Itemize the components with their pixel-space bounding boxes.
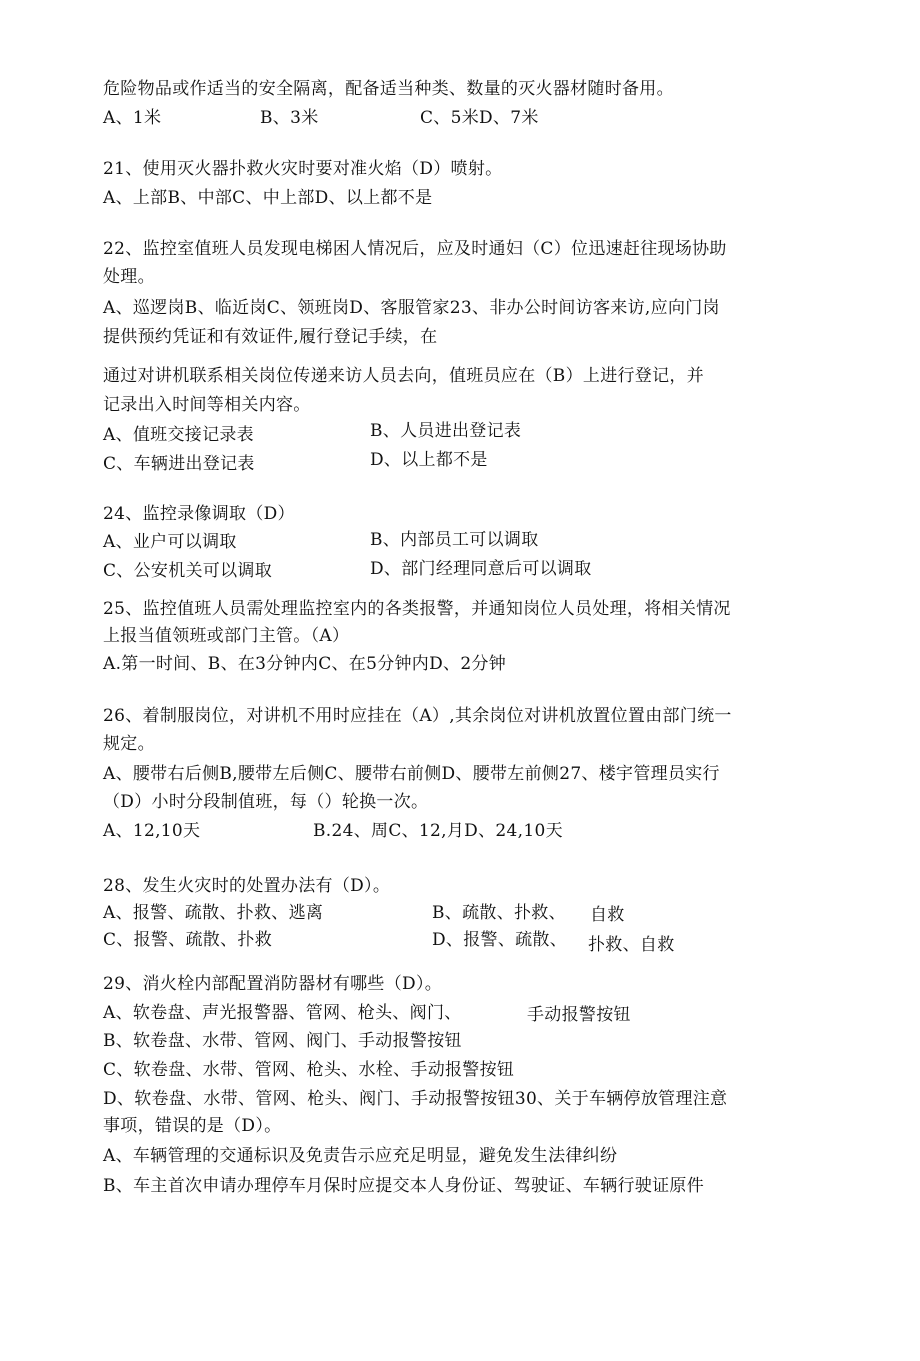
- option-bcd: B.24、周C、12,月D、24,10天: [313, 821, 563, 841]
- question-23-intro: 提供预约凭证和有效证件,履行登记手续，在: [103, 327, 438, 347]
- question-28: 28、发生火灾时的处置办法有（D）。: [103, 876, 391, 896]
- option-b: B、车主首次申请办理停车月保时应提交本人身份证、驾驶证、车辆行驶证原件: [103, 1176, 704, 1196]
- question-25-cont: 上报当值领班或部门主管。（A）: [103, 626, 350, 646]
- question-21-options: A、上部B、中部C、中上部D、以上都不是: [103, 188, 433, 208]
- question-23: 通过对讲机联系相关岗位传递来访人员去向，值班员应在（B）上进行登记，并: [103, 366, 704, 386]
- option-cd: C、5米D、7米: [420, 108, 539, 128]
- option-a: A、1米: [103, 108, 162, 128]
- option-c: C、车辆进出登记表: [103, 454, 255, 474]
- question-30: 事项，错误的是（D）。: [103, 1116, 282, 1136]
- question-29: 29、消火栓内部配置消防器材有哪些（D）。: [103, 974, 443, 994]
- option-b: B、人员进出登记表: [370, 421, 522, 441]
- option-b: B、疏散、扑救、: [432, 903, 566, 923]
- question-25-options: A.第一时间、B、在3分钟内C、在5分钟内D、2分钟: [103, 654, 507, 674]
- question-26: 26、着制服岗位，对讲机不用时应挂在（A）,其余岗位对讲机放置位置由部门统一: [103, 706, 732, 726]
- question-24: 24、监控录像调取（D）: [103, 504, 295, 524]
- question-27: （D）小时分段制值班，每（）轮换一次。: [103, 792, 429, 812]
- question-22-options: A、巡逻岗B、临近岗C、领班岗D、客服管家23、非办公时间访客来访,应向门岗: [103, 298, 720, 318]
- option-a-cont: 手动报警按钮: [527, 1005, 631, 1025]
- option-b: B、3米: [260, 108, 319, 128]
- option-a: A、软卷盘、声光报警器、管网、枪头、阀门、: [103, 1003, 462, 1023]
- option-a: A、车辆管理的交通标识及免责告示应充足明显，避免发生法律纠纷: [103, 1146, 618, 1166]
- option-d: D、报警、疏散、: [432, 930, 568, 950]
- option-a: A、报警、疏散、扑救、逃离: [103, 903, 324, 923]
- option-a: A、业户可以调取: [103, 532, 237, 552]
- option-b: B、软卷盘、水带、管网、阀门、手动报警按钮: [103, 1031, 462, 1051]
- option-a: A、值班交接记录表: [103, 425, 254, 445]
- option-c: C、公安机关可以调取: [103, 561, 273, 581]
- option-b-cont: 自救: [590, 905, 625, 925]
- question-23-cont: 记录出入时间等相关内容。: [103, 395, 311, 415]
- option-a: A、12,10天: [103, 821, 201, 841]
- question-21: 21、使用灭火器扑救火灾时要对准火焰（D）喷射。: [103, 159, 503, 179]
- question-26-options: A、腰带右后侧B,腰带左后侧C、腰带右前侧D、腰带左前侧27、楼宇管理员实行: [103, 764, 720, 784]
- option-b: B、内部员工可以调取: [370, 530, 539, 550]
- option-d-cont: 扑救、自救: [588, 935, 675, 955]
- question-26-cont: 规定。: [103, 734, 155, 754]
- text-line: 危险物品或作适当的安全隔离，配备适当种类、数量的灭火器材随时备用。: [103, 79, 674, 99]
- option-c: C、软卷盘、水带、管网、枪头、水栓、手动报警按钮: [103, 1060, 515, 1080]
- option-c: C、报警、疏散、扑救: [103, 930, 273, 950]
- option-d: D、以上都不是: [370, 450, 488, 470]
- question-22: 22、监控室值班人员发现电梯困人情况后，应及时通妇（C）位迅速赶往现场协助: [103, 239, 727, 259]
- question-25: 25、监控值班人员需处理监控室内的各类报警，并通知岗位人员处理，将相关情况: [103, 599, 731, 619]
- question-22-cont: 处理。: [103, 267, 155, 287]
- option-d: D、部门经理同意后可以调取: [370, 559, 592, 579]
- option-d: D、软卷盘、水带、管网、枪头、阀门、手动报警按钮30、关于车辆停放管理注意: [103, 1089, 728, 1109]
